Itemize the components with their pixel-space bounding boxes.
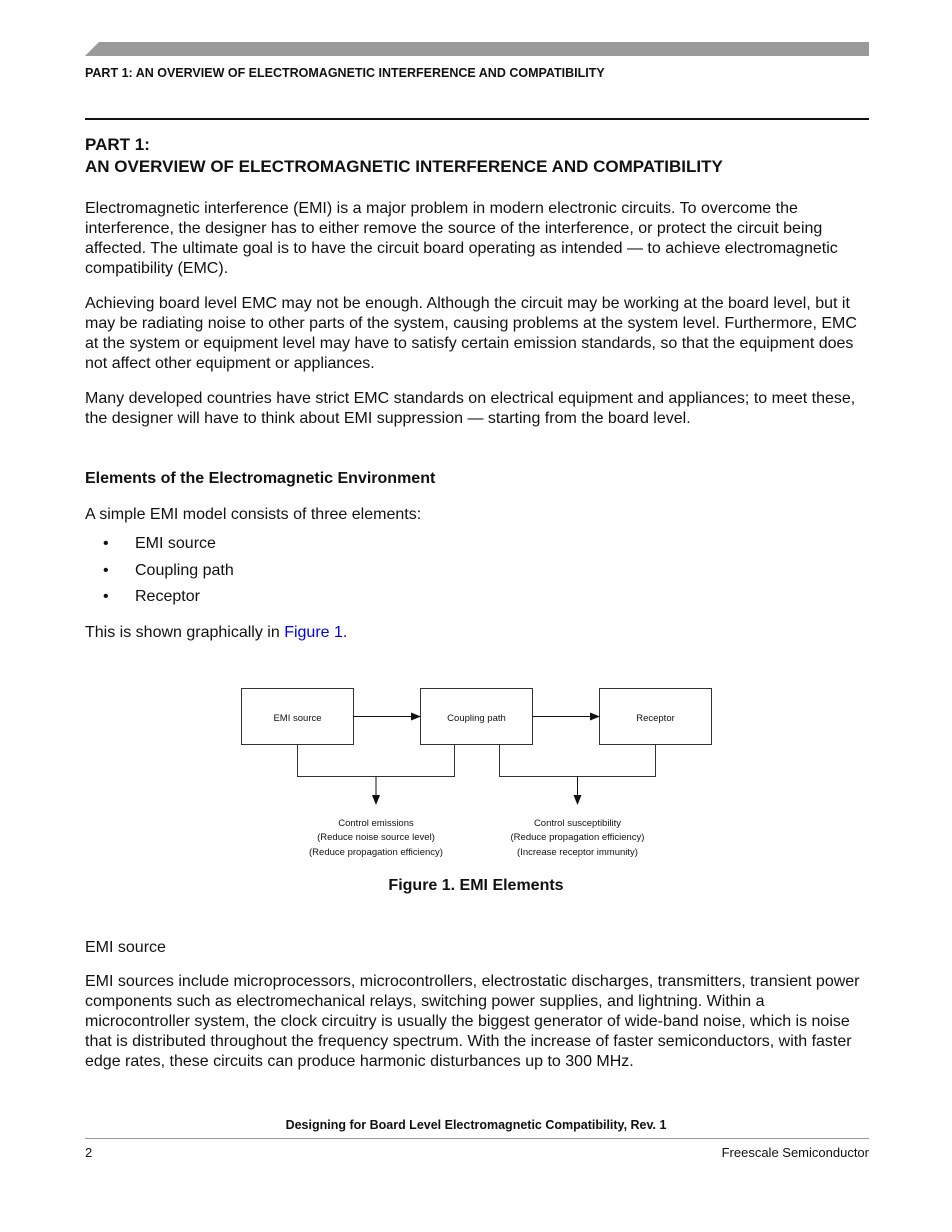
page-number: 2 bbox=[85, 1145, 93, 1160]
figure-ref-suffix: . bbox=[342, 624, 348, 641]
figure-caption: Figure 1. EMI Elements bbox=[388, 877, 564, 894]
emissions-bracket bbox=[298, 745, 455, 777]
paragraph: Achieving board level EMC may not be enough. Although the circuit may be working at the board level, but it may be radiating noise to other parts of the system, causing problems at the system level. Furthermore, EMC at the system or equipment level may have to satisfy certain emission standards, so that the equipment does not affect other equipment or appliances. bbox=[85, 295, 857, 372]
header-rule bbox=[85, 118, 869, 120]
figure-ref-text: This is shown graphically in bbox=[85, 624, 285, 641]
outcome-line: (Reduce propagation efficiency) bbox=[309, 847, 443, 858]
subsection-heading: Elements of the Electromagnetic Environment bbox=[85, 470, 436, 487]
box-label: EMI source bbox=[273, 713, 322, 724]
bullet-icon: • bbox=[103, 588, 109, 605]
list-item-label: Coupling path bbox=[135, 561, 234, 579]
paragraph: EMI sources include microprocessors, microcontrollers, electrostatic discharges, transmitters, transient power components such as electromechanical relays, switching power supplies, and lightning. Within a microcontroller system, the clock circuitry is usually the biggest generator of wide-band noise, which is noise that is distributed throughout the frequency spectrum. With the increase of faster semiconductors, with faster edge rates, these circuits can produce harmonic disturbances up to 300 MHz. bbox=[85, 973, 860, 1070]
bullet-icon: • bbox=[103, 561, 109, 579]
outcome-line: Control emissions bbox=[338, 818, 414, 829]
control-emissions-label bbox=[309, 818, 443, 858]
list-item bbox=[85, 533, 234, 560]
elements-list bbox=[85, 533, 234, 613]
footer-company: Freescale Semiconductor bbox=[721, 1145, 869, 1160]
list-item-label: Receptor bbox=[135, 588, 200, 605]
section-title-line2: AN OVERVIEW OF ELECTROMAGNETIC INTERFERENCE AND COMPATIBILITY bbox=[85, 157, 723, 176]
list-item-label: EMI source bbox=[135, 535, 216, 552]
subsection-intro: A simple EMI model consists of three elements: bbox=[85, 506, 422, 523]
footer-doc-title: Designing for Board Level Electromagnetic Compatibility, Rev. 1 bbox=[285, 1118, 667, 1132]
footer-rule bbox=[85, 1138, 869, 1139]
coupling-path-box bbox=[421, 689, 533, 745]
figure-1-link[interactable]: Figure 1 bbox=[284, 624, 343, 641]
list-item bbox=[85, 560, 234, 587]
emi-source-box bbox=[242, 689, 354, 745]
outcome-line: (Reduce noise source level) bbox=[317, 832, 435, 843]
paragraph: Many developed countries have strict EMC standards on electrical equipment and appliances; to meet these, the designer will have to think about EMI suppression — starting from the board level. bbox=[85, 390, 856, 427]
emi-elements-diagram bbox=[230, 680, 720, 865]
receptor-box bbox=[600, 689, 712, 745]
header-banner bbox=[85, 42, 869, 56]
outcome-line: (Increase receptor immunity) bbox=[517, 847, 638, 858]
susceptibility-bracket bbox=[500, 745, 656, 777]
figure-reference bbox=[85, 623, 869, 643]
paragraph: Electromagnetic interference (EMI) is a major problem in modern electronic circuits. To overcome the interference, the designer has to either remove the source of the interference, or protect the circuit being affected. The ultimate goal is to have the circuit board operating as intended — to achieve electromagnetic compatibility (EMC). bbox=[85, 200, 838, 277]
section-title-line1: PART 1: bbox=[85, 135, 150, 154]
control-susceptibility-label bbox=[511, 818, 645, 858]
box-label: Receptor bbox=[636, 713, 675, 724]
emi-source-heading: EMI source bbox=[85, 939, 166, 956]
outcome-line: Control susceptibility bbox=[533, 818, 622, 829]
outcome-line: (Reduce propagation efficiency) bbox=[510, 832, 645, 843]
box-label: Coupling path bbox=[447, 713, 506, 724]
bullet-icon: • bbox=[103, 535, 109, 552]
section-title bbox=[85, 134, 723, 178]
running-head: PART 1: AN OVERVIEW OF ELECTROMAGNETIC INTERFERENCE AND COMPATIBILITY bbox=[85, 66, 605, 80]
list-item bbox=[85, 586, 234, 613]
